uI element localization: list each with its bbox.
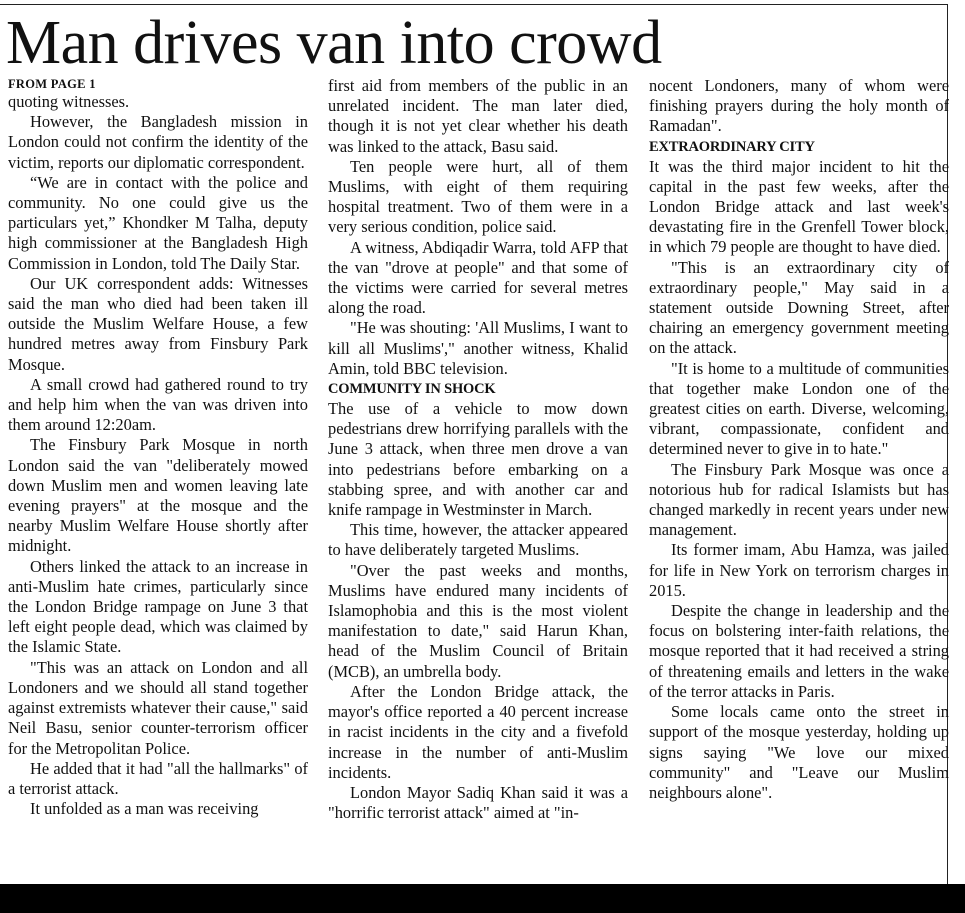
- paragraph: The Finsbury Park Mosque in north London said the van "deliberately mowed down Muslim men and women leaving late evening prayers" at the mosque and the nearby Muslim Welfare House shortly after midnight.: [8, 435, 308, 556]
- paragraph: "He was shouting: 'All Muslims, I want to kill all Muslims'," another witness, Khalid Amin, told BBC television.: [328, 318, 628, 378]
- paragraph: Despite the change in leadership and the focus on bolstering inter-faith relations, the mosque reported that it had received a string of threatening emails and letters in the wake of the terror attacks in Paris.: [649, 601, 949, 701]
- paragraph: London Mayor Sadiq Khan said it was a "horrific terrorist attack" aimed at "in-: [328, 782, 628, 823]
- paragraph: He added that it had "all the hallmarks" of a terrorist attack.: [8, 758, 308, 798]
- bottom-black-bar: [0, 884, 965, 913]
- column-2: [328, 76, 628, 823]
- paragraph: nocent Londoners, many of whom were finishing prayers during the holy month of Ramadan".: [649, 76, 949, 136]
- paragraph: It was the third major incident to hit the capital in the past few weeks, after the London Bridge attack and last week's devastating fire in the Grenfell Tower block, in which 79 people are thought to have died.: [649, 156, 949, 257]
- paragraph: The use of a vehicle to mow down pedestrians drew horrifying parallels with the June 3 attack, when three men drove a van into pedestrians before embarking on a stabbing spree, and with another car and knife rampage in Westminster in March.: [328, 399, 628, 520]
- paragraph: "Over the past weeks and months, Muslims have endured many incidents of Islamophobia and this is the most violent manifestation to date," said Harun Khan, head of the Muslim Council of Britain (MCB), an umbrella body.: [328, 560, 628, 681]
- paragraph: "It is home to a multitude of communities that together make London one of the greatest cities on earth. Diverse, welcoming, vibrant, compassionate, confident and determined never to give in to hate.": [649, 358, 949, 459]
- paragraph: However, the Bangladesh mission in London could not confirm the identity of the victim, reports our diplomatic correspondent.: [8, 112, 308, 172]
- paragraph: “We are in contact with the police and community. No one could give us the particulars yet,” Khondker M Talha, deputy high commissioner at the Bangladesh High Commission in London, told The Daily Star.: [8, 172, 308, 273]
- paragraph: A witness, Abdiqadir Warra, told AFP that the van "drove at people" and that some of the victims were carried for several metres along the road.: [328, 237, 628, 318]
- paragraph: A small crowd had gathered round to try and help him when the van was driven into them around 12:20am.: [8, 374, 308, 435]
- headline: Man drives van into crowd: [6, 9, 662, 77]
- paragraph: After the London Bridge attack, the mayor's office reported a 40 percent increase in racist incidents in the city and a fivefold increase in the number of anti-Muslim incidents.: [328, 681, 628, 782]
- paragraph: This time, however, the attacker appeared to have deliberately targeted Muslims.: [328, 520, 628, 560]
- paragraph: quoting witnesses.: [8, 92, 130, 111]
- subheading-extraordinary-city: EXTRAORDINARY CITY: [649, 138, 815, 155]
- paragraph: Our UK correspondent adds: Witnesses said the man who died had been taken ill outside the Muslim Welfare House, a few hundred metres away from Finsbury Park Mosque.: [8, 273, 308, 374]
- paragraph: The Finsbury Park Mosque was once a notorious hub for radical Islamists but has changed markedly in recent years under new management.: [649, 459, 949, 540]
- column-1: [8, 76, 308, 819]
- paragraph: It unfolded as a man was receiving: [30, 799, 259, 819]
- paragraph: "This is an extraordinary city of extraordinary people," May said in a statement outside Downing Street, after chairing an emergency government meeting on the attack.: [649, 257, 949, 358]
- paragraph: Ten people were hurt, all of them Muslims, with eight of them requiring hospital treatment. Two of them were in a very serious condition, police said.: [328, 156, 628, 237]
- paragraph: "This was an attack on London and all Londoners and we should all stand together against extremists whatever their cause," said Neil Basu, senior counter-terrorism officer for the Metropolitan Police.: [8, 657, 308, 758]
- top-rule: [0, 4, 947, 5]
- column-3: [649, 76, 949, 803]
- from-page-label: FROM PAGE 1: [8, 77, 96, 91]
- paragraph: Its former imam, Abu Hamza, was jailed for life in New York on terrorism charges in 2015.: [649, 540, 949, 600]
- paragraph: first aid from members of the public in an unrelated incident. The man later died, though it is not yet clear whether his death was linked to the attack, Basu said.: [328, 76, 628, 156]
- subheading-community-in-shock: COMMUNITY IN SHOCK: [328, 381, 496, 398]
- paragraph: Others linked the attack to an increase in anti-Muslim hate crimes, particularly since the London Bridge rampage on June 3 that left eight people dead, which was claimed by the Islamic State.: [8, 556, 308, 657]
- paragraph: Some locals came onto the street in support of the mosque yesterday, holding up signs saying "We love our mixed community" and "Leave our Muslim neighbours alone".: [649, 702, 949, 802]
